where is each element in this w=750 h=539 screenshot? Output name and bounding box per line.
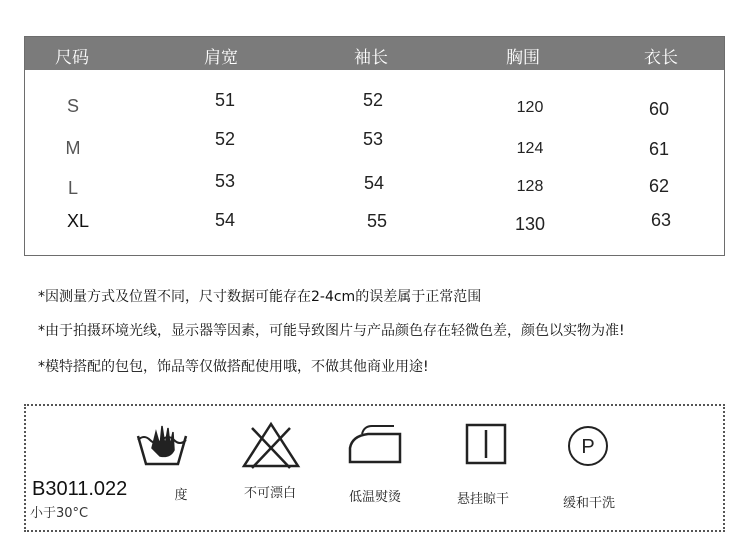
size-table (24, 36, 725, 256)
header-shoulder: 肩宽 (204, 48, 238, 68)
hand-wash-icon (134, 418, 190, 468)
row-s-size: S (66, 96, 80, 116)
care-temperature-note: 小于30°C (30, 506, 89, 521)
row-s-sleeve: 52 (362, 90, 384, 110)
header-chest: 胸围 (506, 48, 540, 68)
row-m-size: M (65, 138, 81, 158)
row-m-chest: 124 (516, 140, 544, 157)
row-s-chest: 120 (516, 99, 544, 116)
header-length: 衣长 (644, 48, 678, 68)
row-xl-shoulder: 54 (214, 210, 236, 230)
row-m-length: 61 (648, 139, 670, 159)
dry-clean-letter: P (581, 436, 595, 458)
row-l-chest: 128 (516, 178, 544, 195)
table-header (25, 37, 724, 70)
row-xl-size: XL (66, 211, 90, 231)
row-s-length: 60 (648, 99, 670, 119)
product-code: B3011.022 (32, 478, 128, 500)
low-iron-icon (346, 422, 404, 466)
row-s-shoulder: 51 (214, 90, 236, 110)
care-label-dry-clean: 缓和干洗 (562, 496, 616, 511)
row-l-length: 62 (648, 176, 670, 196)
row-m-sleeve: 53 (362, 129, 384, 149)
hang-dry-icon (464, 422, 508, 466)
note-color: *由于拍摄环境光线，显示器等因素，可能导致图片与产品颜色存在轻微色差，颜色以实物为准! (38, 323, 625, 339)
no-bleach-icon (240, 420, 302, 470)
header-size: 尺码 (55, 48, 89, 68)
care-label-low-iron: 低温熨烫 (348, 490, 402, 505)
row-l-sleeve: 54 (363, 173, 385, 193)
row-xl-chest: 130 (514, 214, 546, 234)
header-sleeve: 袖长 (354, 48, 388, 68)
note-measurement: *因测量方式及位置不同，尺寸数据可能存在2-4cm的误差属于正常范围 (38, 289, 482, 305)
care-label-no-bleach: 不可漂白 (243, 486, 297, 501)
care-label-hand-wash: 度 (174, 488, 188, 503)
row-xl-sleeve: 55 (366, 211, 388, 231)
dry-clean-p-icon (566, 424, 610, 468)
care-instructions (24, 404, 725, 532)
care-label-hang-dry: 悬挂晾干 (456, 492, 510, 507)
row-l-size: L (67, 178, 79, 198)
row-xl-length: 63 (650, 210, 672, 230)
row-l-shoulder: 53 (214, 171, 236, 191)
row-m-shoulder: 52 (214, 129, 236, 149)
note-accessories: *模特搭配的包包，饰品等仅做搭配使用哦，不做其他商业用途! (38, 359, 429, 375)
